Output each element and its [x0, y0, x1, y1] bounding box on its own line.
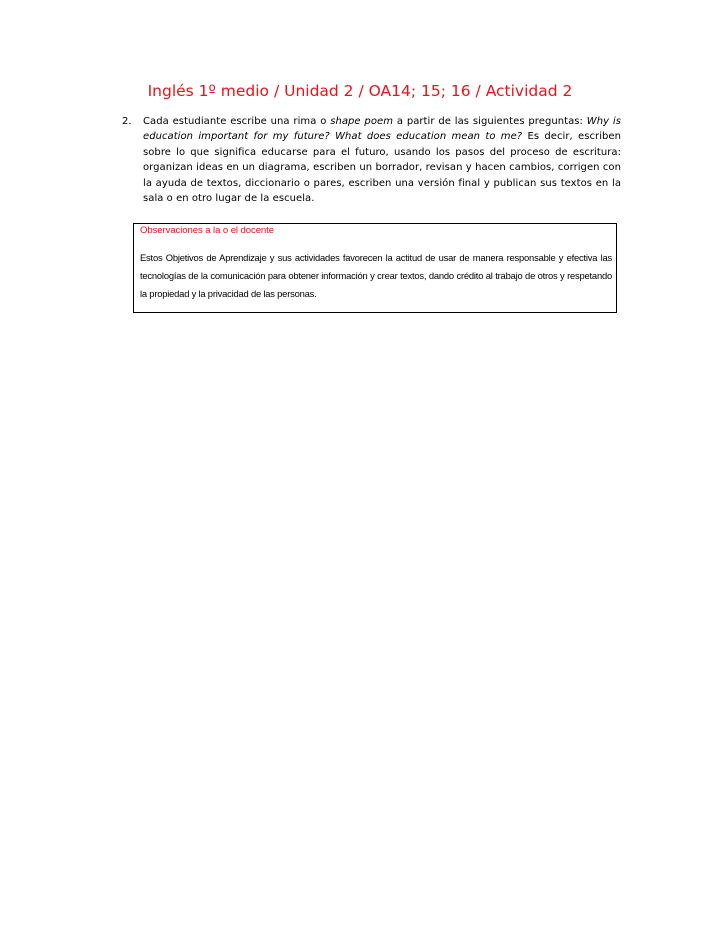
observations-title: Observaciones a la o el docente [140, 225, 274, 236]
activity-text-italic2: Why is education important for my future? What does education mean to me? [143, 116, 621, 143]
teacher-observations-box [133, 223, 617, 313]
activity-number: 2. [122, 116, 132, 127]
observations-text: Estos Objetivos de Aprendizaje y sus actividades favorecen la actitud de usar de manera responsable y efectiva las tecnologías de la comunicación para obtener información y crear textos, dando crédito al trabajo de otros y respetando la propiedad y la privacidad de las personas. [140, 252, 612, 299]
page-title: Inglés 1º medio / Unidad 2 / OA14; 15; 16 / Actividad 2 [147, 82, 573, 100]
activity-text-part1: Cada estudiante escribe una rima o [143, 116, 331, 127]
activity-text-part2: a partir de las siguientes preguntas: [393, 116, 587, 127]
activity-text-part3: Es decir, escriben sobre lo que significa educarse para el futuro, usando los pasos del proceso de escritura: organizan ideas en un diagrama, escriben un borrador, revisan y hacen cambios, corrigen con la ayuda de textos, diccionario o pares, escriben una versión final y publican sus textos en la sala o en otro lugar de la escuela. [143, 131, 622, 205]
activity-text-italic1: shape poem [330, 116, 393, 127]
activity-text [143, 114, 621, 206]
